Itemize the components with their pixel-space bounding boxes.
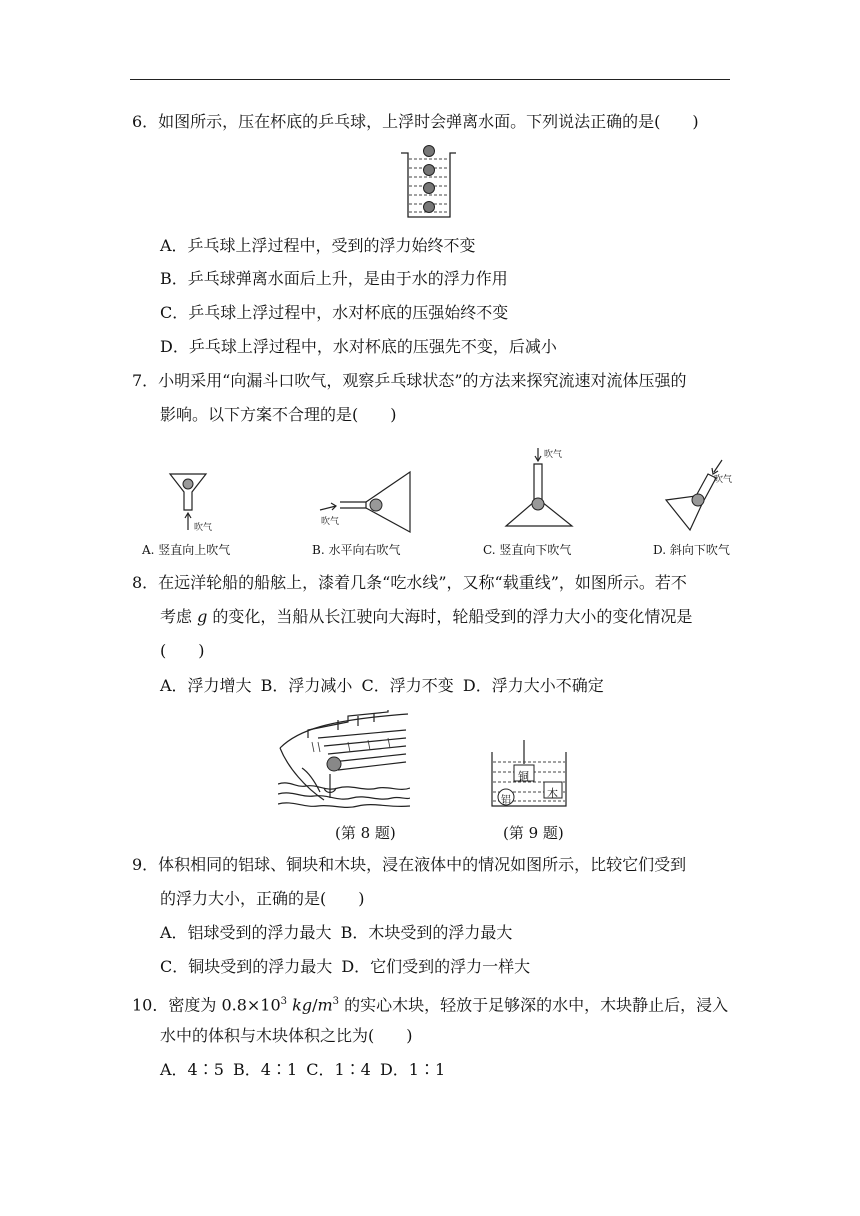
q8-stem-line2: 考虑 g 的变化，当船从长江驶向大海时，轮船受到的浮力大小的变化情况是 (160, 607, 693, 626)
q7-caption-b: B. 水平向右吹气 (312, 543, 401, 557)
q7-figure-a-blow-label: 吹气 (194, 523, 213, 533)
q9-option-b: B．木块受到的浮力最大 (340, 923, 513, 942)
q7-figure-c-blow-label: 吹气 (544, 450, 563, 460)
q6-option-c: C．乒乓球上浮过程中，水对杯底的压强始终不变 (160, 303, 509, 322)
q7-caption-c: C. 竖直向下吹气 (483, 543, 572, 557)
q8-option-b: B．浮力减小 (260, 676, 353, 695)
q10-stem-line1: 10．密度为 $0.8\times 10^3$ $kg/m^3$ 的实心木块，轻放于足够深的水中，木块静止后，浸入 (132, 995, 729, 1015)
q8-ship-figure (278, 708, 410, 810)
q7-stem-line2: 影响。以下方案不合理的是( ) (160, 405, 397, 424)
q10-option-c: C．1∶4 (306, 1060, 371, 1079)
q9-label-copper: 铜 (518, 770, 529, 783)
q10-option-a: A．4∶5 (160, 1060, 224, 1079)
q9-caption: (第 9 题) (503, 824, 564, 842)
q6-stem: 6．如图所示，压在杯底的乒乓球，上浮时会弹离水面。下列说法正确的是( ) (132, 112, 699, 131)
q10-option-b: B．4∶1 (233, 1060, 298, 1079)
q9-option-a: A．铝球受到的浮力最大 (160, 923, 332, 942)
q8-option-c: C．浮力不变 (361, 676, 454, 695)
q8-option-a: A．浮力增大 (160, 676, 252, 695)
q8-options (160, 676, 608, 696)
q9-label-wood: 木 (547, 787, 558, 800)
q9-stem-line2: 的浮力大小，正确的是( ) (160, 889, 365, 908)
q8-stem-line3: ( ) (160, 641, 205, 660)
q7-figure-c (502, 446, 582, 536)
q6-beaker-figure (398, 143, 458, 221)
q6-option-a: A．乒乓球上浮过程中，受到的浮力始终不变 (160, 236, 476, 255)
q7-figure-d (660, 456, 750, 536)
q10-options (160, 1060, 449, 1080)
q6-option-d: D．乒乓球上浮过程中，水对杯底的压强先不变，后减小 (160, 337, 557, 356)
q10-stem-line2: 水中的体积与木块体积之比为( ) (160, 1026, 413, 1045)
q7-stem-line1: 7．小明采用“向漏斗口吹气，观察乒乓球状态”的方法来探究流速对流体压强的 (132, 371, 687, 390)
q7-caption-a: A. 竖直向上吹气 (142, 543, 231, 557)
q6-option-b: B．乒乓球弹离水面后上升，是由于水的浮力作用 (160, 269, 508, 288)
q7-figure-d-blow-label: 吹气 (714, 475, 733, 485)
q9-options-row1 (160, 923, 516, 943)
header-rule (130, 79, 730, 80)
q8-stem-line1: 8．在远洋轮船的船舷上，漆着几条“吃水线”，又称“载重线”，如图所示。若不 (132, 573, 687, 592)
q9-option-d: D．它们受到的浮力一样大 (341, 957, 531, 976)
q7-caption-d: D. 斜向下吹气 (653, 543, 730, 557)
q8-option-d: D．浮力大小不确定 (462, 676, 604, 695)
q9-option-c: C．铜块受到的浮力最大 (160, 957, 333, 976)
q7-figure-b-blow-label: 吹气 (321, 517, 340, 527)
q9-stem-line1: 9．体积相同的铝球、铜块和木块，浸在液体中的情况如图所示，比较它们受到 (132, 855, 687, 874)
q8-caption: (第 8 题) (335, 824, 396, 842)
q9-label-al: 铝 (501, 795, 511, 806)
q9-options-row2 (160, 957, 534, 977)
q10-option-d: D．1∶1 (379, 1060, 446, 1079)
